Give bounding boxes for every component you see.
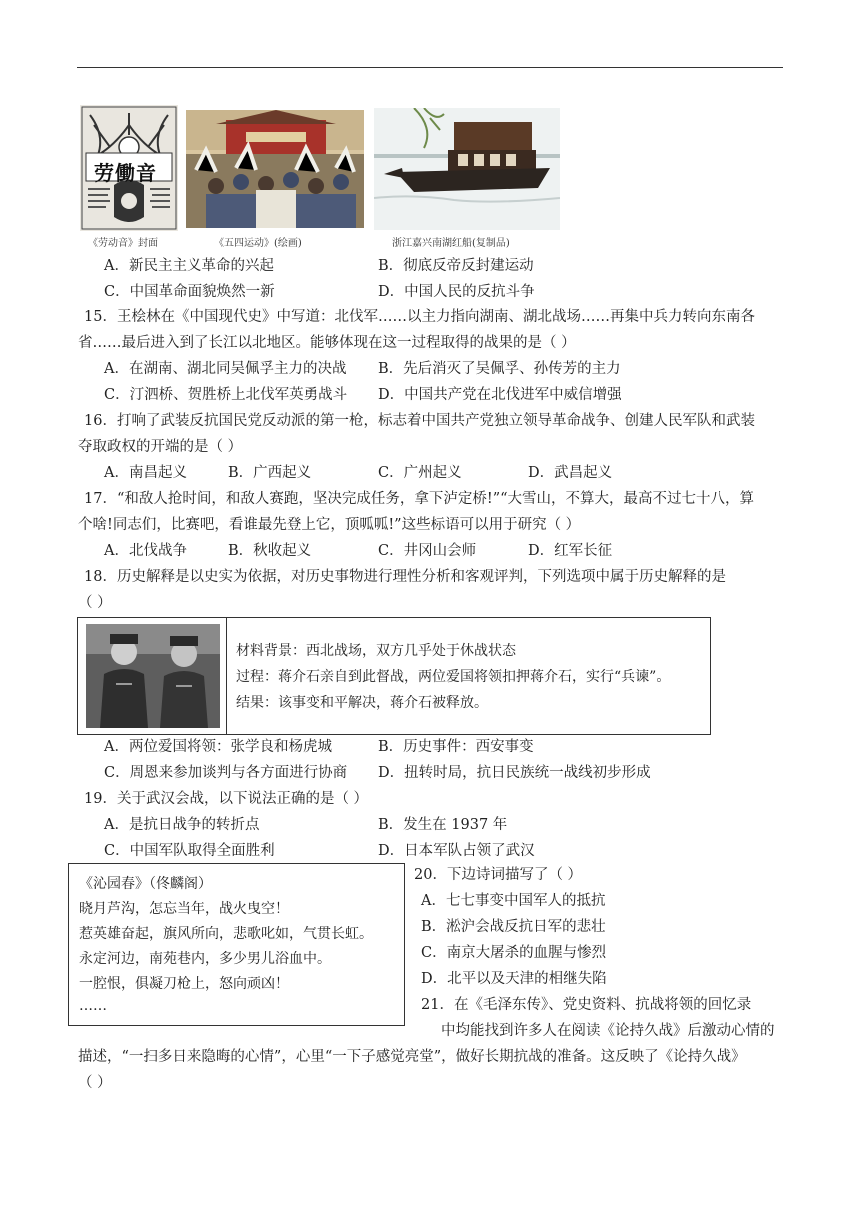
q16-stem-line1: 16．打响了武装反抗国民党反动派的第一枪，标志着中国共产党独立领导革命战争、创建人民军队和武装	[84, 413, 755, 429]
q21-stem-line2: 中均能找到许多人在阅读《论持久战》后激动心情的	[441, 1023, 775, 1039]
figure-caption-3: 浙江嘉兴南湖红船(复制品)	[392, 238, 510, 249]
q17-stem-line1: 17．“和敌人抢时间，和敌人赛跑，坚决完成任务，拿下泸定桥!”“大雪山，不算大，最高不过七十八，算	[84, 491, 755, 507]
q20-option-a: A．七七事变中国军人的抵抗	[421, 893, 606, 909]
poem-line-1: 晓月芦沟，怎忘当年，战火曳空！	[79, 901, 289, 917]
q20-stem: 20．下边诗词描写了（ ）	[414, 867, 583, 883]
q18-box-background: 材料背景：西北战场，双方几乎处于休战状态	[236, 643, 516, 659]
generals-photo-image	[86, 624, 220, 728]
q17-option-b: B．秋收起义	[228, 543, 312, 559]
q19-stem: 19．关于武汉会战，以下说法正确的是（ ）	[84, 791, 369, 807]
q14-option-c: C．中国革命面貌焕然一新	[104, 284, 275, 300]
q18-box-divider	[226, 618, 227, 734]
q17-option-d: D．红军长征	[528, 543, 613, 559]
q16-option-d: D．武昌起义	[528, 465, 613, 481]
q18-option-a: A．两位爱国将领：张学良和杨虎城	[104, 739, 332, 755]
q14-option-a: A．新民主主义革命的兴起	[104, 258, 274, 274]
q19-option-d: D．日本军队占领了武汉	[378, 843, 535, 859]
poem-line-4: 一腔恨，俱凝刀枪上，怒向顽凶！	[79, 976, 289, 992]
q15-option-c: C．汀泗桥、贺胜桥上北伐军英勇战斗	[104, 387, 348, 403]
q20-option-d: D．北平以及天津的相继失陷	[421, 971, 607, 987]
q16-option-a: A．南昌起义	[104, 465, 187, 481]
may-fourth-painting-image	[186, 110, 364, 228]
poem-line-3: 永定河边，南苑巷内，多少男儿浴血中。	[79, 951, 331, 967]
q15-stem-line2: 省……最后进入到了长江以北地区。能够体现在这一过程取得的战果的是（ ）	[78, 335, 576, 351]
q15-option-a: A．在湖南、湖北同吴佩孚主力的决战	[104, 361, 347, 377]
q14-option-d: D．中国人民的反抗斗争	[378, 284, 535, 300]
header-rule	[77, 67, 783, 68]
q20-option-c: C．南京大屠杀的血腥与惨烈	[421, 945, 607, 961]
q21-stem-line3: 描述，“一扫多日来隐晦的心情”，心里“一下子感觉亮堂”，做好长期抗战的准备。这反映了《论持久战》	[78, 1049, 746, 1065]
q16-stem-line2: 夺取政权的开端的是（ ）	[78, 439, 243, 455]
q18-box-result: 结果：该事变和平解决，蒋介石被释放。	[236, 695, 488, 711]
q14-option-b: B．彻底反帝反封建运动	[378, 258, 534, 274]
q18-stem-line1: 18．历史解释是以史实为依据，对历史事物进行理性分析和客观评判，下列选项中属于历史解释的是	[84, 569, 726, 585]
q17-option-c: C．井冈山会师	[378, 543, 477, 559]
q18-option-b: B．历史事件：西安事变	[378, 739, 534, 755]
cover-masthead: 劳働音	[94, 161, 157, 185]
poem-line-5: ……	[79, 998, 107, 1014]
figure-caption-1: 《劳动音》封面	[88, 238, 158, 249]
q21-stem-line1: 21．在《毛泽东传》、党史资料、抗战将领的回忆录	[421, 997, 752, 1013]
q16-option-c: C．广州起义	[378, 465, 462, 481]
q19-option-a: A．是抗日战争的转折点	[104, 817, 260, 833]
q17-stem-line2: 个啥!同志们，比赛吧，看谁最先登上它，顶呱呱!”这些标语可以用于研究（ ）	[78, 517, 581, 533]
red-boat-image	[374, 108, 560, 230]
poem-line-2: 惹英雄奋起，旗风所向，悲歌叱如，气贯长虹。	[79, 926, 373, 942]
poem-box	[68, 863, 405, 1026]
q18-option-d: D．扭转时局，抗日民族统一战线初步形成	[378, 765, 651, 781]
labor-voice-cover-image	[80, 105, 178, 231]
q19-option-b: B．发生在 1937 年	[378, 817, 508, 833]
q18-stem-line2: （ ）	[78, 595, 112, 611]
q18-box-process: 过程：蒋介石亲自到此督战，两位爱国将领扣押蒋介石，实行“兵谏”。	[236, 669, 671, 685]
q17-option-a: A．北伐战争	[104, 543, 187, 559]
q19-option-c: C．中国军队取得全面胜利	[104, 843, 275, 859]
q15-stem-line1: 15．王桧林在《中国现代史》中写道：北伐军……以主力指向湖南、湖北战场……再集中兵力转向东南各	[84, 309, 755, 325]
q15-option-b: B．先后消灭了吴佩孚、孙传芳的主力	[378, 361, 621, 377]
q21-stem-line4: （ ）	[78, 1075, 112, 1091]
figure-caption-2: 《五四运动》(绘画)	[214, 238, 302, 249]
q18-option-c: C．周恩来参加谈判与各方面进行协商	[104, 765, 348, 781]
poem-title: 《沁园春》（佟麟阁）	[79, 876, 212, 892]
q18-material-box	[77, 617, 711, 735]
q16-option-b: B．广西起义	[228, 465, 312, 481]
q20-option-b: B．淞沪会战反抗日军的悲壮	[421, 919, 606, 935]
q15-option-d: D．中国共产党在北伐进军中威信增强	[378, 387, 622, 403]
